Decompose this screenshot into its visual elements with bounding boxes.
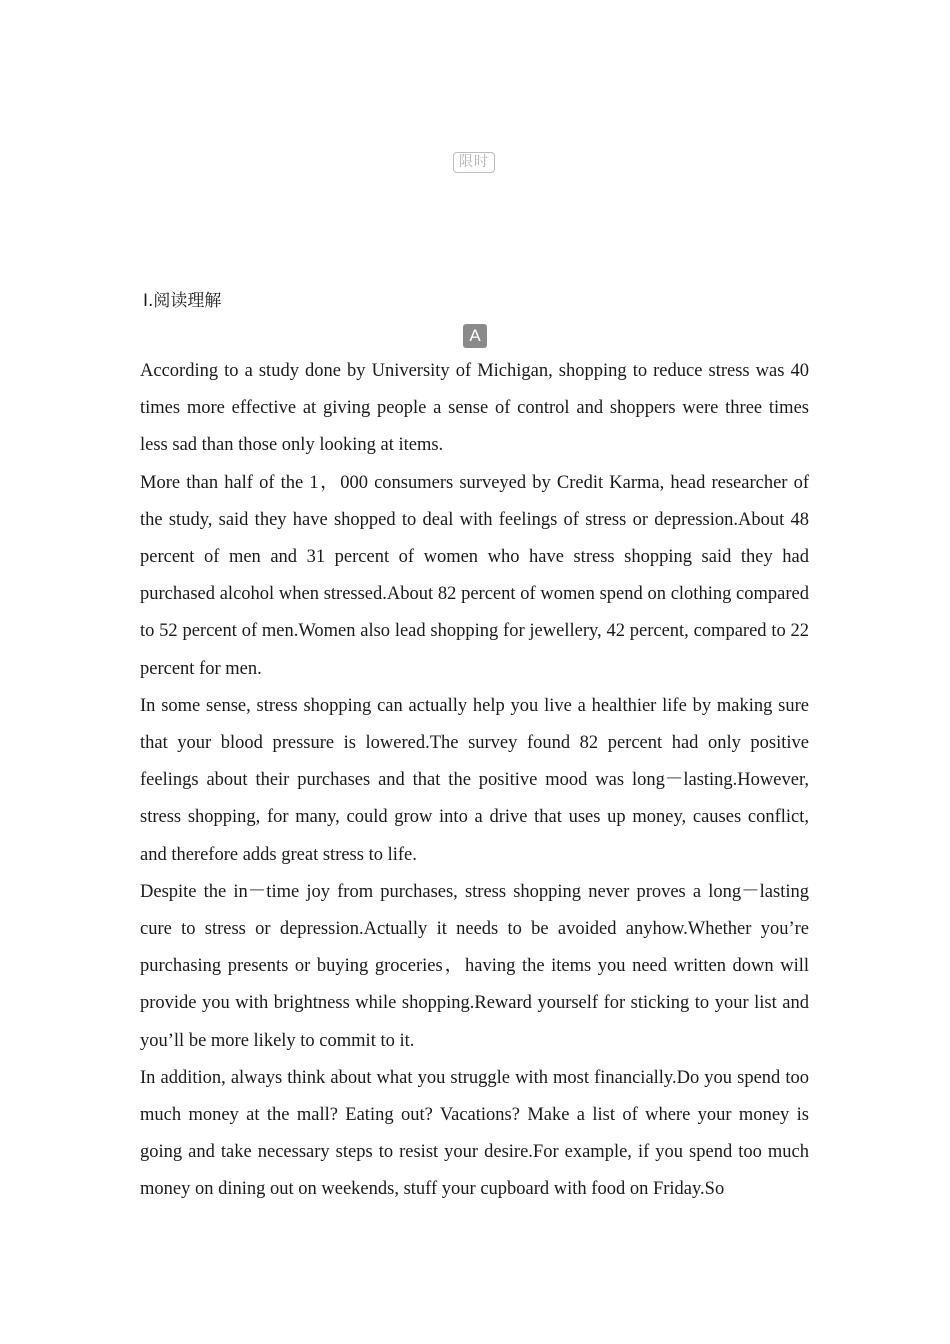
time-limit-badge: 限时	[453, 152, 495, 173]
paragraph-1: According to a study done by University of Michigan, shopping to reduce stress was 40 times more effective at giving people a sense of control and shoppers were three times less sad than those only looking at items.	[140, 361, 809, 456]
paragraph-4: Despite the in－time joy from purchases, stress shopping never proves a long－lasting cure to stress or depression.Actually it needs to be avoided anyhow.Whether you’re purchasing presents or buying groceries，having the items you need written down will provide you with brightness while shopping.Reward yourself for sticking to your list and you’ll be more likely to commit to it.	[140, 881, 809, 1051]
paragraph-3: In some sense, stress shopping can actually help you live a healthier life by making sure that your blood pressure is lowered.The survey found 82 percent had only positive feelings about their purchases and that the positive mood was long－lasting.However, stress shopping, for many, could grow into a drive that uses up money, causes conflict, and therefore adds great stress to life.	[140, 695, 809, 865]
reading-passage	[140, 353, 809, 1209]
passage-label-badge: A	[463, 324, 487, 348]
paragraph-2: More than half of the 1，000 consumers surveyed by Credit Karma, head researcher of the study, said they have shopped to deal with feelings of stress or depression.About 48 percent of men and 31 percent of women who have stress shopping said they had purchased alcohol when stressed.About 82 percent of women spend on clothing compared to 52 percent of men.Women also lead shopping for jewellery, 42 percent, compared to 22 percent for men.	[140, 472, 809, 679]
paragraph-5: In addition, always think about what you struggle with most financially.Do you spend too much money at the mall? Eating out? Vacations? Make a list of where your money is going and take necessary steps to resist your desire.For example, if you spend too much money on dining out on weekends, stuff your cupboard with food on Friday.So	[140, 1067, 809, 1200]
section-heading: Ⅰ.阅读理解	[143, 291, 222, 311]
